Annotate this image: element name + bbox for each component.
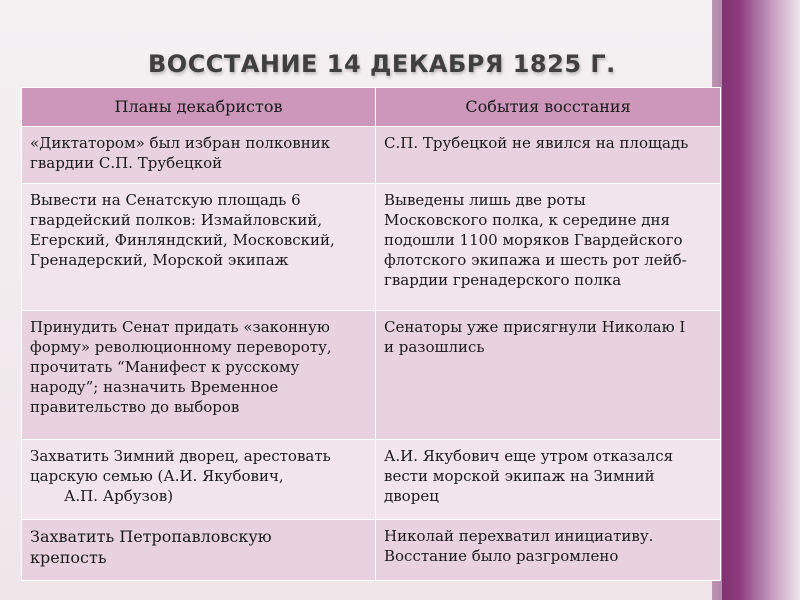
comparison-table — [21, 87, 721, 581]
plan-line: прочитать “Манифест к русскому — [30, 358, 300, 376]
event-cell — [376, 440, 721, 520]
event-cell — [376, 520, 721, 581]
plan-line: Захватить Зимний дворец, арестовать — [30, 447, 331, 465]
plan-line: Захватить Петропавловскую — [30, 527, 272, 546]
event-line: и разошлись — [384, 338, 485, 356]
event-cell — [376, 184, 721, 311]
event-cell — [376, 127, 721, 184]
plan-line: правительство до выборов — [30, 398, 240, 416]
event-line: подошли 1100 моряков Гвардейского — [384, 231, 683, 249]
plan-line: Вывести на Сенатскую площадь 6 — [30, 191, 301, 209]
plan-line: крепость — [30, 548, 107, 567]
plan-cell — [22, 127, 376, 184]
event-line: Сенаторы уже присягнули Николаю I — [384, 318, 686, 336]
comparison-table-container — [21, 87, 720, 581]
plan-line: гвардии С.П. Трубецкой — [30, 154, 223, 172]
plan-line: Егерский, Финляндский, Московский, — [30, 231, 335, 249]
plan-line: Гренадерский, Морской экипаж — [30, 251, 289, 269]
plan-cell — [22, 440, 376, 520]
event-line: дворец — [384, 487, 439, 505]
event-line: А.И. Якубович еще утром отказался — [384, 447, 674, 465]
plan-line: Принудить Сенат придать «законную — [30, 318, 330, 336]
header-events: События восстания — [376, 88, 721, 127]
decorative-side-band — [712, 0, 800, 600]
table-row — [22, 127, 721, 184]
event-line: Московского полка, к середине дня — [384, 211, 670, 229]
slide-title: ВОССТАНИЕ 14 ДЕКАБРЯ 1825 Г. — [148, 50, 616, 78]
event-cell — [376, 311, 721, 440]
event-line: С.П. Трубецкой не явился на площадь — [384, 134, 689, 152]
event-line: Николай перехватил инициативу. — [384, 527, 654, 545]
plan-cell — [22, 184, 376, 311]
event-line: вести морской экипаж на Зимний — [384, 467, 655, 485]
header-plans: Планы декабристов — [22, 88, 376, 127]
table-row — [22, 440, 721, 520]
plan-line: А.П. Арбузов) — [64, 487, 174, 505]
plan-line: форму» революционному перевороту, — [30, 338, 332, 356]
table-row — [22, 311, 721, 440]
plan-cell — [22, 520, 376, 581]
plan-line: царскую семью (А.И. Якубович, — [30, 467, 284, 485]
event-line: Восстание было разгромлено — [384, 547, 619, 565]
plan-cell — [22, 311, 376, 440]
event-line: гвардии гренадерского полка — [384, 271, 622, 289]
plan-line: «Диктатором» был избран полковник — [30, 134, 331, 152]
table-header-row — [22, 88, 721, 127]
event-line: Выведены лишь две роты — [384, 191, 586, 209]
table-row — [22, 184, 721, 311]
event-line: флотского экипажа и шесть рот лейб- — [384, 251, 687, 269]
plan-line: народу”; назначить Временное — [30, 378, 279, 396]
table-row — [22, 520, 721, 581]
plan-line: гвардейский полков: Измайловский, — [30, 211, 323, 229]
